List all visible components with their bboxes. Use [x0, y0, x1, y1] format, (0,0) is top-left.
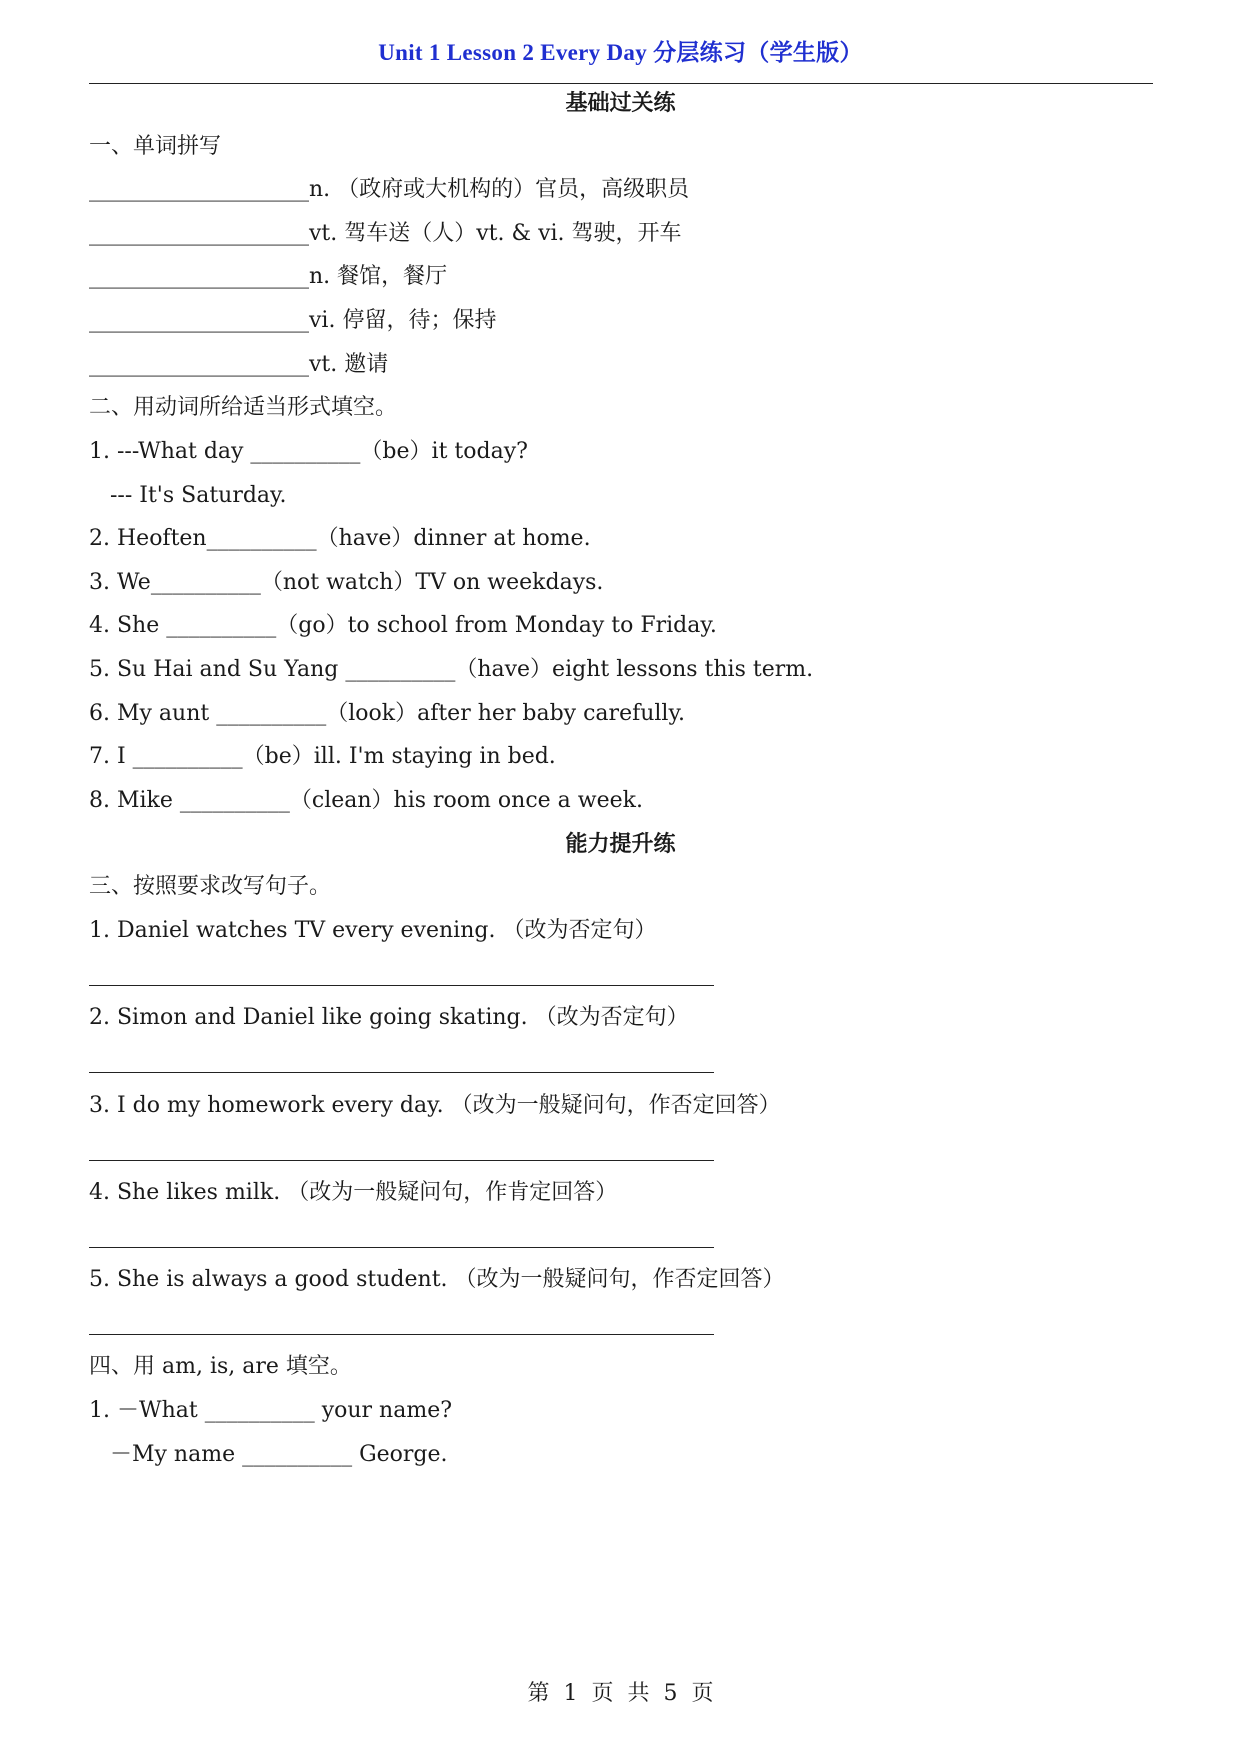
rewrite-item: 5. She is always a good student. （改为一般疑问句，作否定回答） [89, 1267, 785, 1292]
answer-line [89, 1247, 714, 1248]
verb-exercise-item: 5. Su Hai and Su Yang __________（have）eight lessons this term. [89, 657, 814, 682]
answer-line [89, 985, 714, 986]
vocab-item: ____________________vt. 邀请 [89, 352, 389, 377]
verb-exercise-item: 4. She __________（go）to school from Monday to Friday. [89, 613, 717, 638]
rewrite-item: 4. She likes milk. （改为一般疑问句，作肯定回答） [89, 1180, 618, 1205]
verb-exercise-item: 2. Heoften__________（have）dinner at home. [89, 526, 591, 551]
rewrite-item: 1. Daniel watches TV every evening. （改为否定句） [89, 918, 657, 943]
answer-line [89, 1072, 714, 1073]
part3-title: 三、按照要求改写句子。 [89, 874, 332, 899]
verb-exercise-item: 6. My aunt __________（look）after her baby carefully. [89, 701, 685, 726]
verb-exercise-item: 7. I __________（be）ill. I'm staying in bed. [89, 744, 556, 769]
document-title: Unit 1 Lesson 2 Every Day 分层练习（学生版） [378, 40, 863, 65]
rewrite-item: 3. I do my homework every day. （改为一般疑问句，作否定回答） [89, 1093, 781, 1118]
fill-item: －My name __________ George. [89, 1442, 448, 1467]
verb-exercise-answer: --- It's Saturday. [89, 483, 287, 508]
header-divider [89, 83, 1153, 84]
vocab-item: ____________________vt. 驾车送（人）vt. & vi. 驾驶，开车 [89, 221, 682, 246]
page-number: 第 1 页 共 5 页 [527, 1681, 714, 1706]
section-heading-advanced: 能力提升练 [565, 831, 676, 857]
vocab-item: ____________________n. 餐馆，餐厅 [89, 264, 448, 289]
verb-exercise-item: 3. We__________（not watch）TV on weekdays. [89, 570, 604, 595]
part2-title: 二、用动词所给适当形式填空。 [89, 395, 398, 420]
fill-item: 1. －What __________ your name? [89, 1398, 453, 1423]
section-heading-basic: 基础过关练 [565, 90, 676, 116]
part4-title: 四、用 am, is, are 填空。 [89, 1354, 352, 1379]
part1-title: 一、单词拼写 [89, 134, 222, 159]
verb-exercise-item: 1. ---What day __________（be）it today? [89, 439, 528, 464]
answer-line [89, 1334, 714, 1335]
vocab-item: ____________________vi. 停留，待；保持 [89, 308, 497, 333]
rewrite-item: 2. Simon and Daniel like going skating. （改为否定句） [89, 1005, 689, 1030]
vocab-item: ____________________n. （政府或大机构的）官员，高级职员 [89, 177, 690, 202]
answer-line [89, 1160, 714, 1161]
verb-exercise-item: 8. Mike __________（clean）his room once a week. [89, 788, 643, 813]
